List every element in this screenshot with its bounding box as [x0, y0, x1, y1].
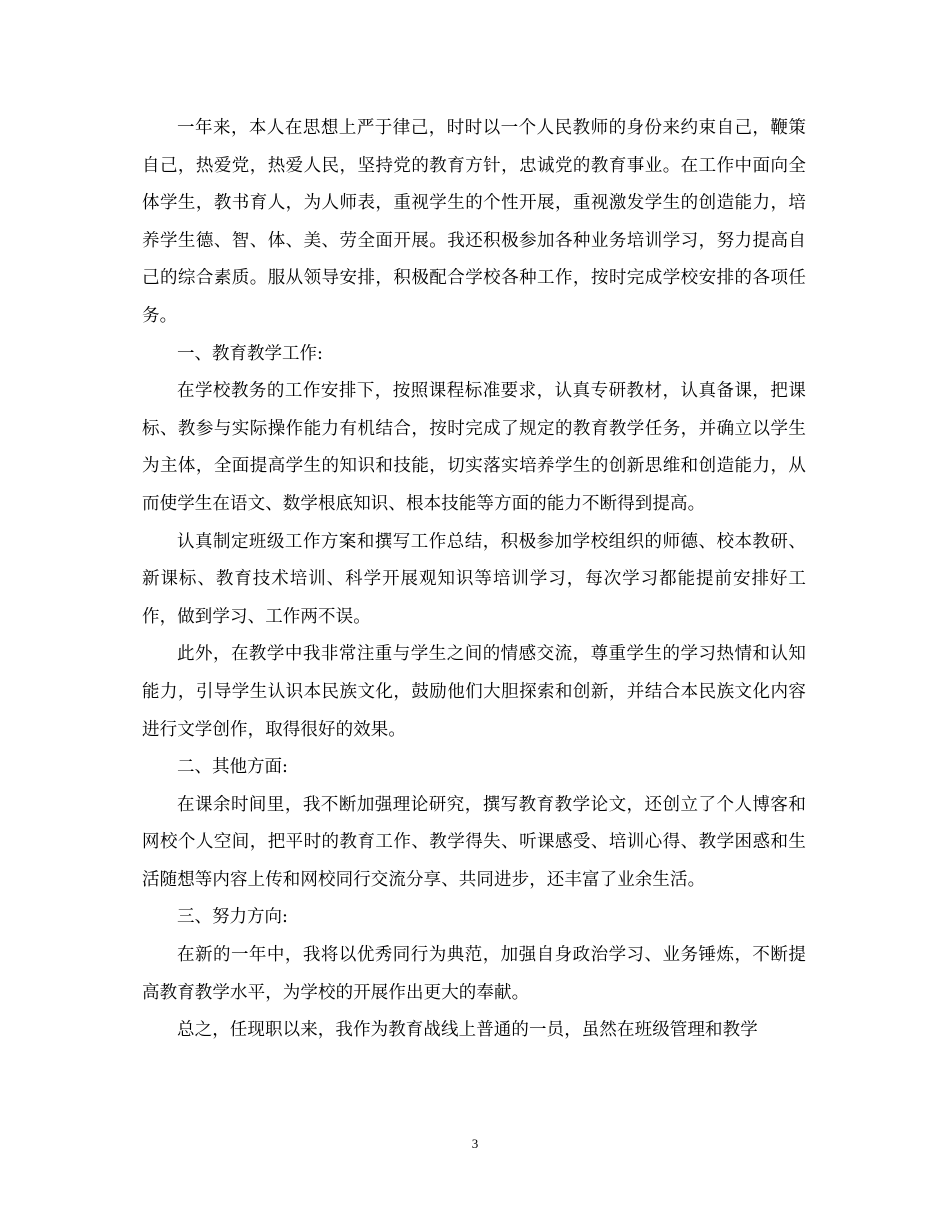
- paragraph-culture: 此外，在教学中我非常注重与学生之间的情感交流，尊重学生的学习热情和认知能力，引导学生认识本民族文化，鼓励他们大胆探索和创新，并结合本民族文化内容进行文学创作，取得很好的效果。: [142, 644, 806, 740]
- paragraph-research: 在课余时间里，我不断加强理论研究，撰写教育教学论文，还创立了个人博客和网校个人空间，把平时的教育工作、教学得失、听课感受、培训心得、教学困惑和生活随想等内容上传和网校同行交流分享、共同进步，还丰富了业余生活。: [142, 794, 806, 890]
- section-heading-teaching: 一、教育教学工作:: [177, 343, 323, 364]
- page-number: 3: [471, 1136, 479, 1151]
- section-heading-direction: 三、努力方向:: [177, 907, 288, 928]
- section-heading-other: 二、其他方面:: [177, 757, 288, 778]
- document-body: [142, 110, 806, 1050]
- paragraph-goals: 在新的一年中，我将以优秀同行为典范，加强自身政治学习、业务锤炼，不断提高教育教学水平，为学校的开展作出更大的奉献。: [142, 945, 806, 1003]
- paragraph-teaching: 在学校教务的工作安排下，按照课程标准要求，认真专研教材，认真备课，把课标、教参与实际操作能力有机结合，按时完成了规定的教育教学任务，并确立以学生为主体，全面提高学生的知识和技能，切实落实培养学生的创新思维和创造能力，从而使学生在语文、数学根底知识、根本技能等方面的能力不断得到提高。: [142, 381, 806, 514]
- paragraph-training: 认真制定班级工作方案和撰写工作总结，积极参加学校组织的师德、校本教研、新课标、教育技术培训、科学开展观知识等培训学习，每次学习都能提前安排好工作，做到学习、工作两不误。: [142, 531, 806, 627]
- paragraph-summary: 总之，任现职以来，我作为教育战线上普通的一员，虽然在班级管理和教学: [177, 1020, 758, 1041]
- paragraph-intro: 一年来，本人在思想上严于律己，时时以一个人民教师的身份来约束自己，鞭策自己，热爱党，热爱人民，坚持党的教育方针，忠诚党的教育事业。在工作中面向全体学生，教书育人，为人师表，重视学生的个性开展，重视激发学生的创造能力，培养学生德、智、体、美、劳全面开展。我还积极参加各种业务培训学习，努力提高自己的综合素质。服从领导安排，积极配合学校各种工作，按时完成学校安排的各项任务。: [142, 118, 806, 326]
